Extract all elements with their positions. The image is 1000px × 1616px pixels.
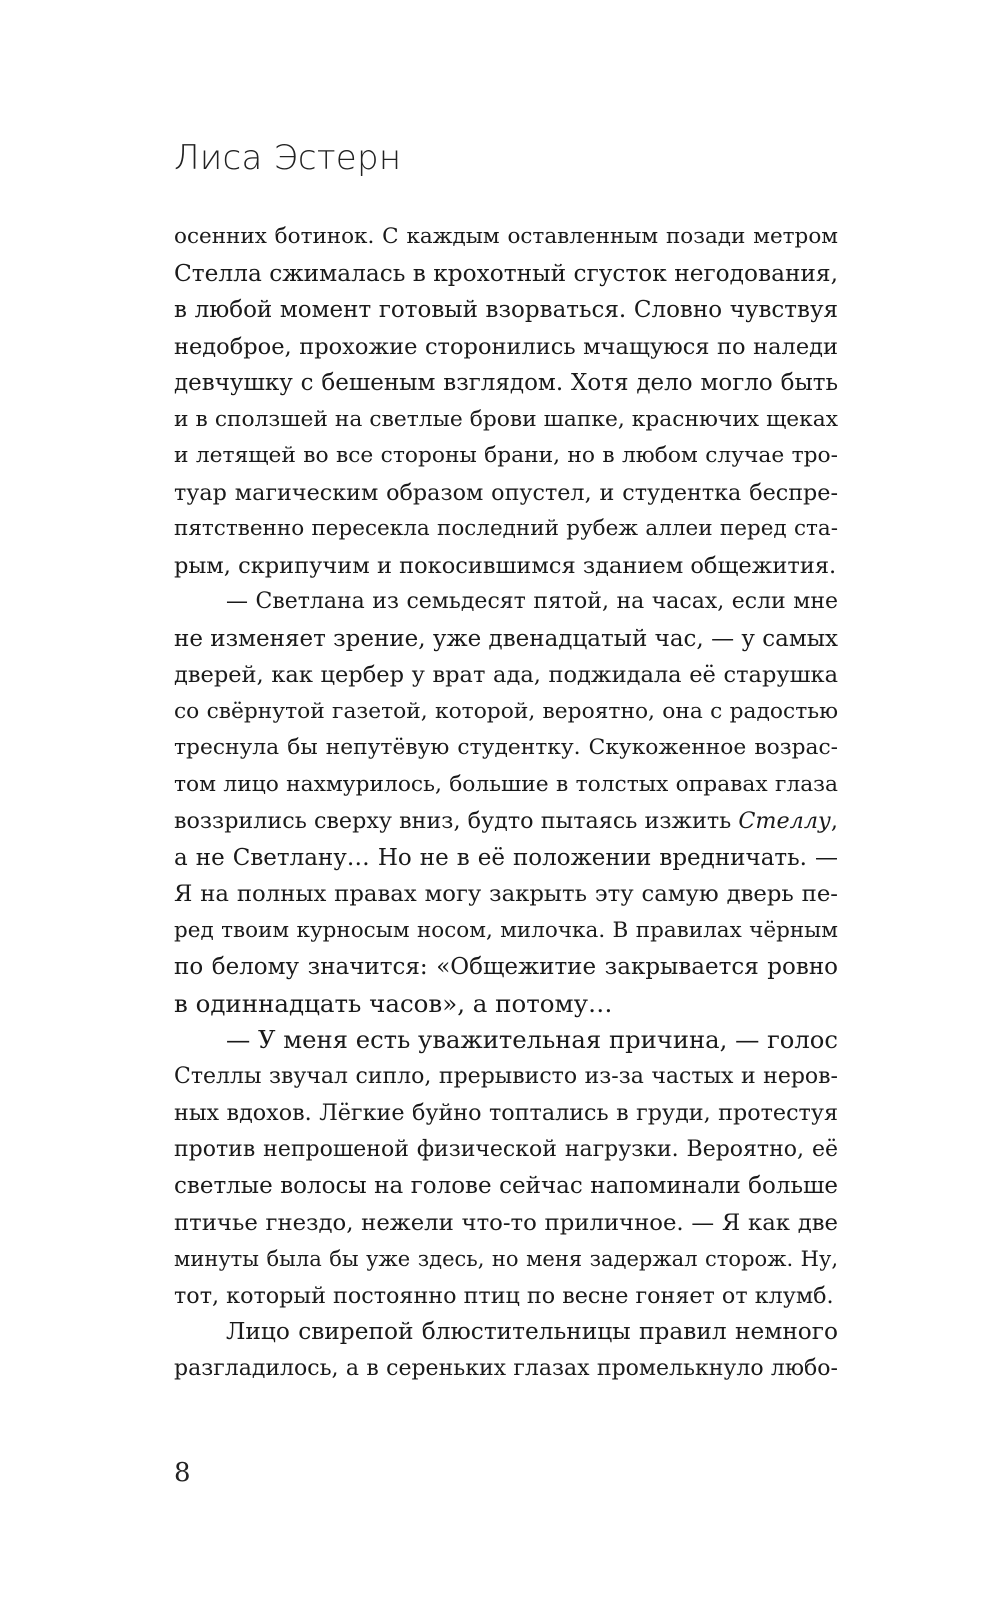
text-line: Стеллы звучал сипло, прерывисто из-за частых и неров- [174, 1063, 838, 1089]
text-line: — Светлана из семьдесят пятой, на часах, если мне [226, 589, 838, 614]
running-head: Лиса Эстерн [174, 138, 402, 178]
text-line: светлые волосы на голове сейчас напоминали больше [174, 1173, 838, 1199]
text-line: а не Светлану… Но не в её положении вредничать. — [174, 844, 838, 871]
text-line: и летящей во все стороны брани, но в любом случае тро- [174, 443, 838, 468]
text-line: со свёрнутой газетой, которой, вероятно, она с радостью [174, 698, 838, 724]
text-line: против непрошеной физической нагрузки. Вероятно, её [174, 1136, 838, 1162]
text-line: осенних ботинок. С каждым оставленным позади метром [174, 224, 838, 249]
text-line: пятственно пересекла последний рубеж аллеи перед ста- [174, 516, 838, 541]
text-line: минуты была бы уже здесь, но меня задержал сторож. Ну, [174, 1247, 838, 1271]
text-line: рым, скрипучим и покосившимся зданием общежития. [174, 552, 837, 579]
text-line: ных вдохов. Лёгкие буйно топтались в груди, протестуя [174, 1100, 838, 1126]
text-line: том лицо нахмурилось, большие в толстых оправах глаза [174, 771, 838, 797]
text-line: разгладилось, а в сереньких глазах промелькнуло любо- [174, 1355, 838, 1381]
text-line: воззрились сверху вниз, будто пытаясь изжить Стеллу, [174, 808, 838, 834]
text-line: тот, который постоянно птиц по весне гоняет от клумб. [174, 1282, 834, 1309]
text-line: и в сползшей на светлые брови шапке, краснючих щеках [174, 406, 838, 432]
body-text [174, 219, 838, 1387]
text-line: не изменяет зрение, уже двенадцатый час, — у самых [174, 625, 838, 652]
page-number: 8 [174, 1458, 191, 1488]
text-line: Я на полных правах могу закрыть эту самую дверь пе- [174, 881, 838, 907]
text-line: в одиннадцать часов», а потому… [174, 988, 613, 1018]
text-line: туар магическим образом опустел, и студентка беспре- [174, 479, 838, 506]
text-line: треснула бы непутёвую студентку. Скукоженное возрас- [174, 735, 838, 760]
text-line: в любой момент готовый взорваться. Словно чувствуя [174, 297, 838, 323]
text-line: — У меня есть уважительная причина, — голос [226, 1025, 838, 1054]
text-line: недоброе, прохожие сторонились мчащуюся по наледи [174, 333, 838, 360]
text-line: по белому значится: «Общежитие закрывается ровно [174, 954, 838, 980]
text-line: ред твоим курносым носом, милочка. В правилах чёрным [174, 917, 838, 943]
text-line: дверей, как цербер у врат ада, поджидала её старушка [174, 662, 838, 688]
text-line: Стелла сжималась в крохотный сгусток негодования, [174, 259, 838, 287]
text-line: птичье гнездо, нежели что-то приличное. — Я как две [174, 1209, 838, 1236]
text-line: девчушку с бешеным взглядом. Хотя дело могло быть [174, 370, 838, 396]
text-line: Лицо свирепой блюстительницы правил немного [226, 1318, 838, 1345]
